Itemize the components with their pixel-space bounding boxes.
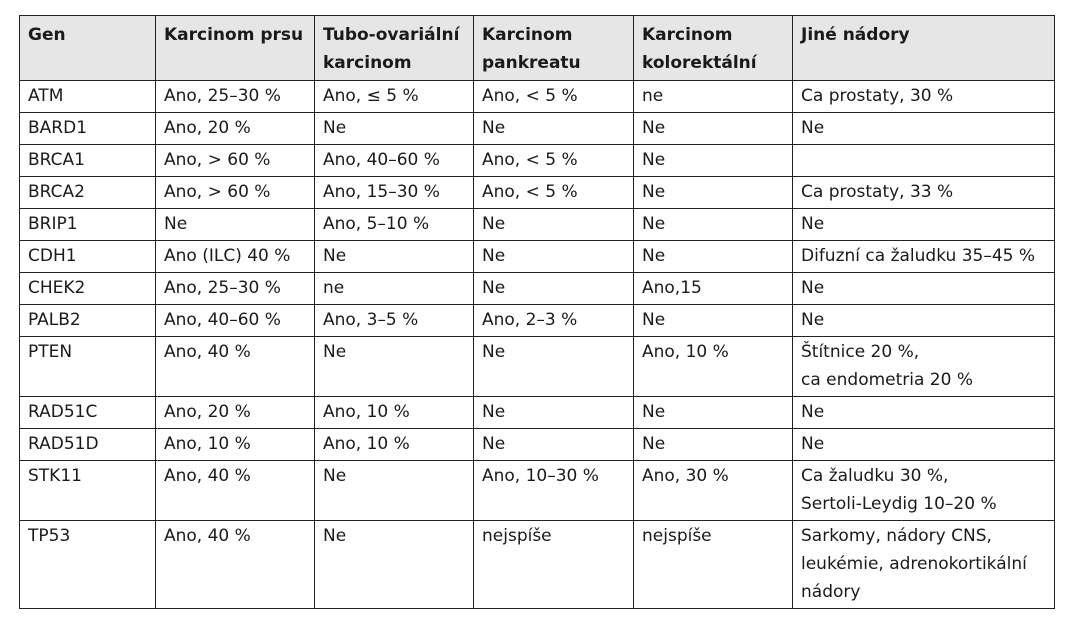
cell-breast: Ano, 25–30 % bbox=[156, 81, 315, 113]
cell-breast: Ano, 40 % bbox=[156, 461, 315, 521]
cell-gene: BRCA1 bbox=[20, 145, 156, 177]
cell-ovarian: Ne bbox=[315, 337, 474, 397]
cell-ovarian: Ano, 3–5 % bbox=[315, 305, 474, 337]
cell-colorectal: Ne bbox=[634, 113, 793, 145]
cell-ovarian: Ne bbox=[315, 521, 474, 609]
cell-breast: Ne bbox=[156, 209, 315, 241]
cell-ovarian: Ne bbox=[315, 241, 474, 273]
cell-colorectal: Ne bbox=[634, 209, 793, 241]
cell-ovarian: Ano, 15–30 % bbox=[315, 177, 474, 209]
cell-breast: Ano, 40 % bbox=[156, 337, 315, 397]
header-row bbox=[20, 16, 1055, 81]
table-row bbox=[20, 397, 1055, 429]
cell-gene: CDH1 bbox=[20, 241, 156, 273]
cell-colorectal: nejspíše bbox=[634, 521, 793, 609]
table-row bbox=[20, 273, 1055, 305]
cell-pancreatic: Ano, 10–30 % bbox=[474, 461, 634, 521]
table-header bbox=[20, 16, 1055, 81]
cell-breast: Ano, > 60 % bbox=[156, 145, 315, 177]
cell-colorectal: Ne bbox=[634, 397, 793, 429]
header-pancreatic-cancer: Karcinom pankreatu bbox=[474, 16, 634, 81]
cell-other: Ne bbox=[793, 209, 1055, 241]
cell-ovarian: Ano, 10 % bbox=[315, 429, 474, 461]
cell-ovarian: Ano, 40–60 % bbox=[315, 145, 474, 177]
cell-pancreatic: Ne bbox=[474, 273, 634, 305]
cell-other: Ne bbox=[793, 429, 1055, 461]
cell-pancreatic: Ano, < 5 % bbox=[474, 145, 634, 177]
cell-other: Ca prostaty, 33 % bbox=[793, 177, 1055, 209]
cell-colorectal: Ne bbox=[634, 145, 793, 177]
cell-colorectal: Ne bbox=[634, 429, 793, 461]
table-row bbox=[20, 241, 1055, 273]
cell-gene: PTEN bbox=[20, 337, 156, 397]
cell-gene: TP53 bbox=[20, 521, 156, 609]
cell-ovarian: Ne bbox=[315, 461, 474, 521]
header-other-tumors: Jiné nádory bbox=[793, 16, 1055, 81]
header-breast-cancer: Karcinom prsu bbox=[156, 16, 315, 81]
table-body bbox=[20, 81, 1055, 609]
cell-ovarian: Ano, 10 % bbox=[315, 397, 474, 429]
cell-gene: BARD1 bbox=[20, 113, 156, 145]
cell-pancreatic: Ne bbox=[474, 337, 634, 397]
cell-colorectal: Ano, 10 % bbox=[634, 337, 793, 397]
cell-colorectal: Ne bbox=[634, 305, 793, 337]
cell-ovarian: Ano, ≤ 5 % bbox=[315, 81, 474, 113]
table-row bbox=[20, 305, 1055, 337]
cell-breast: Ano, 40 % bbox=[156, 521, 315, 609]
table-row bbox=[20, 145, 1055, 177]
cell-breast: Ano, > 60 % bbox=[156, 177, 315, 209]
table-row bbox=[20, 81, 1055, 113]
cell-ovarian: ne bbox=[315, 273, 474, 305]
cell-other: Ne bbox=[793, 113, 1055, 145]
cell-pancreatic: Ne bbox=[474, 397, 634, 429]
cell-breast: Ano, 20 % bbox=[156, 397, 315, 429]
cell-pancreatic: Ano, 2–3 % bbox=[474, 305, 634, 337]
cell-gene: CHEK2 bbox=[20, 273, 156, 305]
table-row bbox=[20, 337, 1055, 397]
table-row bbox=[20, 429, 1055, 461]
cell-pancreatic: Ne bbox=[474, 113, 634, 145]
cell-other: Ne bbox=[793, 305, 1055, 337]
gene-cancer-risk-table bbox=[19, 15, 1055, 609]
cell-gene: BRIP1 bbox=[20, 209, 156, 241]
cell-breast: Ano, 10 % bbox=[156, 429, 315, 461]
header-tubo-ovarian-cancer: Tubo-ovariální karcinom bbox=[315, 16, 474, 81]
cell-colorectal: ne bbox=[634, 81, 793, 113]
cell-colorectal: Ne bbox=[634, 241, 793, 273]
table-row bbox=[20, 521, 1055, 609]
cell-colorectal: Ano,15 bbox=[634, 273, 793, 305]
table-row bbox=[20, 209, 1055, 241]
cell-colorectal: Ano, 30 % bbox=[634, 461, 793, 521]
cell-other: Difuzní ca žaludku 35–45 % bbox=[793, 241, 1055, 273]
cell-gene: RAD51D bbox=[20, 429, 156, 461]
cell-breast: Ano, 20 % bbox=[156, 113, 315, 145]
cell-pancreatic: Ano, < 5 % bbox=[474, 81, 634, 113]
header-gen: Gen bbox=[20, 16, 156, 81]
cell-breast: Ano, 40–60 % bbox=[156, 305, 315, 337]
cell-pancreatic: Ne bbox=[474, 209, 634, 241]
cell-pancreatic: Ano, < 5 % bbox=[474, 177, 634, 209]
table-row bbox=[20, 177, 1055, 209]
table-row bbox=[20, 461, 1055, 521]
cell-gene: PALB2 bbox=[20, 305, 156, 337]
cell-ovarian: Ne bbox=[315, 113, 474, 145]
cell-other: Sarkomy, nádory CNS, leukémie, adrenokortikální nádory bbox=[793, 521, 1055, 609]
table-row bbox=[20, 113, 1055, 145]
cell-breast: Ano (ILC) 40 % bbox=[156, 241, 315, 273]
cell-other: Ne bbox=[793, 397, 1055, 429]
cell-pancreatic: Ne bbox=[474, 429, 634, 461]
header-colorectal-cancer: Karcinom kolorektální bbox=[634, 16, 793, 81]
cell-gene: RAD51C bbox=[20, 397, 156, 429]
cell-other: Štítnice 20 %, ca endometria 20 % bbox=[793, 337, 1055, 397]
cell-pancreatic: nejspíše bbox=[474, 521, 634, 609]
cell-gene: ATM bbox=[20, 81, 156, 113]
cell-other: Ca prostaty, 30 % bbox=[793, 81, 1055, 113]
cell-pancreatic: Ne bbox=[474, 241, 634, 273]
cell-other bbox=[793, 145, 1055, 177]
cell-other: Ne bbox=[793, 273, 1055, 305]
cell-gene: STK11 bbox=[20, 461, 156, 521]
cell-gene: BRCA2 bbox=[20, 177, 156, 209]
cell-colorectal: Ne bbox=[634, 177, 793, 209]
cell-other: Ca žaludku 30 %, Sertoli-Leydig 10–20 % bbox=[793, 461, 1055, 521]
cell-ovarian: Ano, 5–10 % bbox=[315, 209, 474, 241]
cell-breast: Ano, 25–30 % bbox=[156, 273, 315, 305]
